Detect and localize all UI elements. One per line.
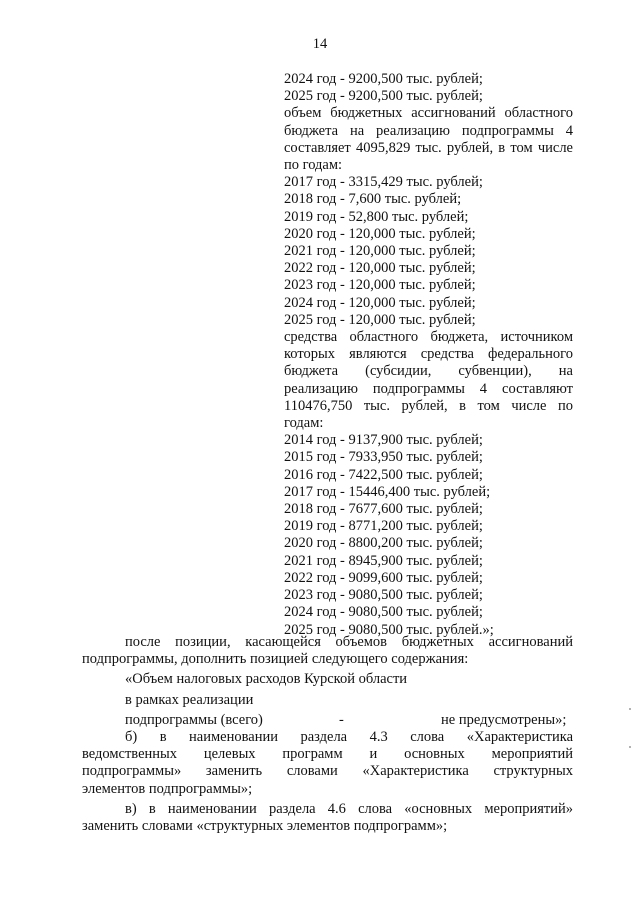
year-allocation-line: 2022 год - 120,000 тыс. рублей;	[284, 260, 476, 277]
tax-item-value: не предусмотрены»;	[441, 711, 567, 728]
federal-funds-intro-line: бюджета (субсидии, субвенции), на	[284, 363, 573, 380]
federal-funds-intro-line: реализацию подпрограммы 4 составляют	[284, 380, 573, 397]
year-allocation-line: 2020 год - 8800,200 тыс. рублей;	[284, 535, 483, 552]
year-allocation-line: 2024 год - 9200,500 тыс. рублей;	[284, 71, 483, 87]
federal-funds-intro-line: средства областного бюджета, источником	[284, 329, 573, 346]
regional-budget-intro-line: по годам:	[284, 157, 343, 174]
binding-hole-mark	[629, 746, 631, 748]
year-allocation-line: 2018 год - 7677,600 тыс. рублей;	[284, 501, 483, 518]
paragraph-line: ведомственных целевых программ и основных мероприятий	[82, 746, 573, 763]
tax-item-row	[116, 712, 573, 729]
regional-budget-intro-line: объем бюджетных ассигнований областного	[284, 105, 573, 122]
year-allocation-line: 2018 год - 7,600 тыс. рублей;	[284, 191, 462, 208]
tax-item-label: подпрограммы (всего)	[125, 711, 263, 728]
tax-item-dash: -	[339, 711, 344, 728]
year-allocation-line: 2024 год - 120,000 тыс. рублей;	[284, 294, 476, 311]
federal-funds-intro-line: которых являются средства федерального	[284, 346, 573, 363]
year-allocation-line: 2020 год - 120,000 тыс. рублей;	[284, 225, 476, 242]
year-allocation-line: 2017 год - 15446,400 тыс. рублей;	[284, 483, 491, 500]
year-allocation-line: 2025 год - 9200,500 тыс. рублей;	[284, 88, 483, 105]
regional-budget-intro-line: бюджета на реализацию подпрограммы 4	[284, 122, 573, 139]
item-v-paragraph	[82, 800, 573, 835]
page-number: 14	[312, 36, 328, 52]
year-allocation-line: 2019 год - 52,800 тыс. рублей;	[284, 208, 469, 225]
year-allocation-line: 2023 год - 9080,500 тыс. рублей;	[284, 587, 483, 604]
year-allocation-line: 2024 год - 9080,500 тыс. рублей;	[284, 604, 483, 621]
year-allocation-line: 2019 год - 8771,200 тыс. рублей;	[284, 518, 483, 535]
year-allocation-line: 2022 год - 9099,600 тыс. рублей;	[284, 569, 483, 586]
tax-item-line: в рамках реализации	[125, 691, 254, 708]
binding-hole-mark	[629, 708, 631, 710]
budget-allocations-column	[284, 71, 573, 639]
amendment-body	[82, 634, 573, 835]
year-allocation-line: 2025 год - 120,000 тыс. рублей;	[284, 311, 476, 328]
paragraph-line: подпрограммы» заменить словами «Характеристика структурных	[82, 763, 573, 780]
year-allocation-line: 2023 год - 120,000 тыс. рублей;	[284, 277, 476, 294]
tax-expenditure-item	[116, 671, 573, 729]
federal-funds-intro-line: 110476,750 тыс. рублей, в том числе по	[284, 397, 573, 414]
paragraph-line: б) в наименовании раздела 4.3 слова «Характеристика	[125, 729, 573, 746]
paragraph-line: в) в наименовании раздела 4.6 слова «основных мероприятий»	[125, 800, 573, 817]
year-allocation-line: 2021 год - 120,000 тыс. рублей;	[284, 243, 476, 260]
paragraph-line: подпрограммы, дополнить позицией следующего содержания:	[82, 651, 469, 668]
paragraph-line: заменить словами «структурных элементов подпрограмм»;	[82, 818, 448, 835]
federal-funds-intro-line: годам:	[284, 415, 324, 432]
tax-item-line: «Объем налоговых расходов Курской области	[125, 671, 408, 688]
item-b-paragraph	[82, 729, 573, 798]
paragraph-line: после позиции, касающейся объемов бюджетных ассигнований	[125, 634, 573, 650]
regional-budget-intro-line: составляет 4095,829 тыс. рублей, в том числе	[284, 139, 573, 156]
year-allocation-line: 2021 год - 8945,900 тыс. рублей;	[284, 552, 483, 569]
year-allocation-line: 2016 год - 7422,500 тыс. рублей;	[284, 466, 483, 483]
year-allocation-line: 2025 год - 9080,500 тыс. рублей.»;	[284, 621, 494, 638]
year-allocation-line: 2015 год - 7933,950 тыс. рублей;	[284, 449, 483, 466]
year-allocation-line: 2014 год - 9137,900 тыс. рублей;	[284, 432, 483, 449]
paragraph-line: элементов подпрограммы»;	[82, 780, 253, 797]
after-position-paragraph	[82, 634, 573, 668]
year-allocation-line: 2017 год - 3315,429 тыс. рублей;	[284, 174, 483, 191]
